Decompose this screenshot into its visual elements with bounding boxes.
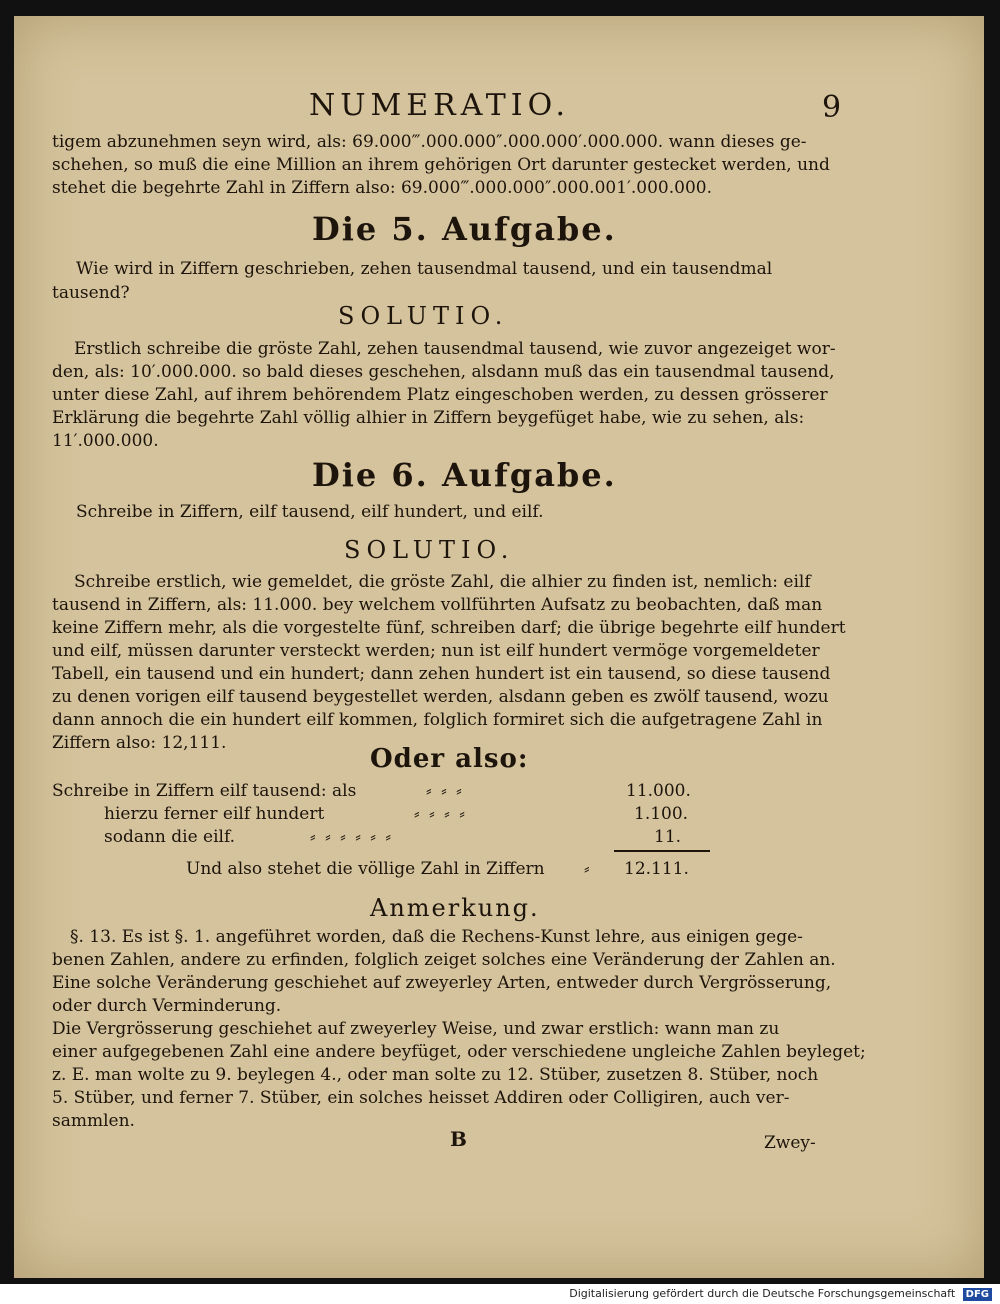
sum-row-value: 1.100.: [634, 804, 689, 824]
text-line: Tabell, ein tausend und ein hundert; dann zehen hundert ist ein tausend, so diese tausend: [52, 664, 831, 684]
anmerkung-heading: Anmerkung.: [370, 894, 540, 922]
text-line: und eilf, müssen darunter versteckt werden; nun ist eilf hundert vermöge vorgemeldeter: [52, 641, 820, 661]
signature-mark: B: [450, 1127, 467, 1151]
text-line: den, als: 10′.000.000. so bald dieses geschehen, alsdann muß das ein tausendmal tausend,: [52, 362, 835, 382]
oder-heading: Oder also:: [370, 744, 529, 774]
text-line: Erklärung die begehrte Zahl völlig alhier in Ziffern beygefüget habe, wie zu sehen, als:: [52, 408, 805, 428]
sum-row-label: Schreibe in Ziffern eilf tausend: als: [52, 781, 357, 801]
text-line: Die Vergrösserung geschiehet auf zweyerley Weise, und zwar erstlich: wann man zu: [52, 1019, 780, 1039]
text-line: 11′.000.000.: [52, 431, 159, 451]
text-line: tausend in Ziffern, als: 11.000. bey welchem vollführten Aufsatz zu beobachten, daß man: [52, 595, 823, 615]
sum-row-value: 11.: [654, 827, 682, 847]
text-line: tausend?: [52, 283, 130, 303]
page-number: 9: [822, 90, 842, 125]
sum-row-label: sodann die eilf.: [104, 827, 236, 847]
text-line: sammlen.: [52, 1111, 135, 1131]
solutio-heading: SOLUTIO.: [338, 302, 509, 330]
footer-text: Digitalisierung gefördert durch die Deutsche Forschungsgemeinschaft: [569, 1287, 956, 1300]
solutio-heading: SOLUTIO.: [344, 536, 515, 564]
text-line: oder durch Verminderung.: [52, 996, 282, 1016]
task6-heading: Die 6. Aufgabe.: [312, 456, 617, 494]
text-line: stehet die begehrte Zahl in Ziffern also: 69.000‴.000.000″.000.001′.000.000.: [52, 178, 713, 198]
text-line: dann annoch die ein hundert eilf kommen, folglich formiret sich die aufgetragene Zahl in: [52, 710, 823, 730]
leader-dots: ⸗ ⸗ ⸗: [426, 781, 464, 801]
text-line: Schreibe in Ziffern, eilf tausend, eilf hundert, und eilf.: [76, 502, 544, 522]
text-line: benen Zahlen, andere zu erfinden, folglich zeiget solches eine Veränderung der Zahlen an.: [52, 950, 836, 970]
text-line: einer aufgegebenen Zahl eine andere beyfüget, oder verschiedene ungleiche Zahlen beyleget;: [52, 1042, 866, 1062]
text-line: Wie wird in Ziffern geschrieben, zehen tausendmal tausend, und ein tausendmal: [76, 259, 773, 279]
sum-total-value: 12.111.: [624, 859, 689, 879]
sum-rule: [614, 850, 710, 852]
text-line: unter diese Zahl, auf ihrem behörendem Platz eingeschoben werden, zu dessen grösserer: [52, 385, 828, 405]
task5-heading: Die 5. Aufgabe.: [312, 210, 617, 248]
text-line: zu denen vorigen eilf tausend beygestellet werden, alsdann geben es zwölf tausend, wozu: [52, 687, 829, 707]
text-line: Ziffern also: 12,111.: [52, 733, 227, 753]
leader-dots: ⸗ ⸗ ⸗ ⸗ ⸗ ⸗: [310, 827, 393, 847]
dfg-logo: DFG: [963, 1288, 992, 1301]
catchword: Zwey-: [764, 1133, 816, 1153]
sum-row-label: hierzu ferner eilf hundert: [104, 804, 325, 824]
text-line: Erstlich schreibe die gröste Zahl, zehen tausendmal tausend, wie zuvor angezeiget wor-: [74, 339, 836, 359]
text-line: schehen, so muß die eine Million an ihrem gehörigen Ort darunter gestecket werden, und: [52, 155, 830, 175]
text-line: keine Ziffern mehr, als die vorgestelte fünf, schreiben darf; die übrige begehrte eilf hundert: [52, 618, 846, 638]
sum-row-value: 11.000.: [626, 781, 691, 801]
text-line: tigem abzunehmen seyn wird, als: 69.000‴.000.000″.000.000′.000.000. wann dieses ge-: [52, 132, 807, 152]
text-line: z. E. man wolte zu 9. beylegen 4., oder man solte zu 12. Stüber, zusetzen 8. Stüber, noch: [52, 1065, 819, 1085]
text-line: Eine solche Veränderung geschiehet auf zweyerley Arten, entweder durch Vergrösserung,: [52, 973, 832, 993]
text-line: 5. Stüber, und ferner 7. Stüber, ein solches heisset Addiren oder Colligiren, auch ver-: [52, 1088, 790, 1108]
running-head-title: NUMERATIO.: [309, 88, 570, 123]
leader-dots: ⸗ ⸗ ⸗ ⸗: [414, 804, 467, 824]
book-page: [14, 16, 984, 1278]
text-line: Schreibe erstlich, wie gemeldet, die gröste Zahl, die alhier zu finden ist, nemlich: eilf: [74, 572, 811, 592]
leader-dots: ⸗: [584, 859, 590, 879]
sum-total-label: Und also stehet die völlige Zahl in Ziffern: [186, 859, 545, 879]
text-line: §. 13. Es ist §. 1. angeführet worden, daß die Rechens-Kunst lehre, aus einigen gege-: [70, 927, 803, 947]
digitization-footer: [0, 1284, 1000, 1304]
